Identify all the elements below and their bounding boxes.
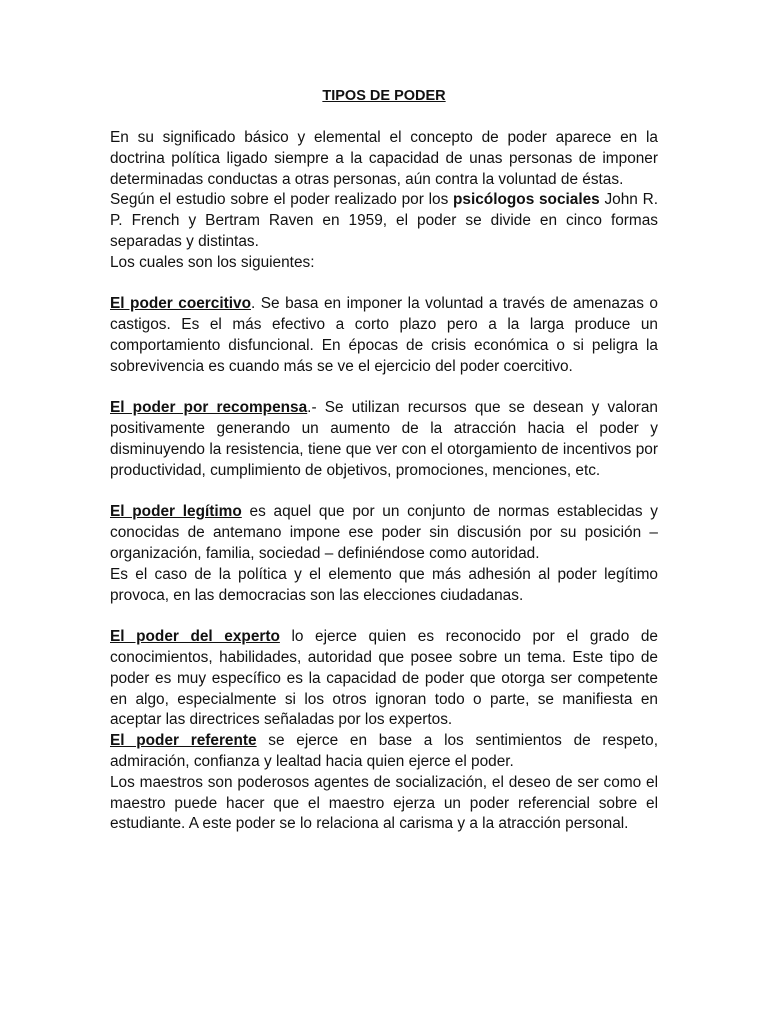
psicologos-sociales-term: psicólogos sociales xyxy=(453,191,600,209)
intro-paragraph-3: Los cuales son los siguientes: xyxy=(110,253,315,271)
intro-p2-before: Según el estudio sobre el poder realizado por los xyxy=(110,191,454,209)
experto-paragraph xyxy=(110,627,658,731)
referente-text: se ejerce en base a los sentimientos de respeto, admiración, confianza y lealtad hacia quien ejerce el poder. xyxy=(110,732,659,770)
document-title: TIPOS DE PODER xyxy=(322,88,446,104)
legitimo-extra-paragraph: Es el caso de la política y el elemento que más adhesión al poder legítimo provoca, en las democracias son las elecciones ciudadanas. xyxy=(110,565,658,604)
legitimo-paragraph xyxy=(110,502,658,564)
coercitivo-term: El poder coercitivo xyxy=(110,295,251,313)
recompensa-text: .- Se utilizan recursos que se desean y valoran positivamente generando un aumento de la atracción hacia el poder y disminuyendo la resistencia, tiene que ver con el otorgamiento de incentivos por productividad, cumplimiento de objetivos, promociones, menciones, etc. xyxy=(110,399,658,479)
legitimo-term: El poder legítimo xyxy=(110,503,242,521)
legitimo-text: es aquel que por un conjunto de normas establecidas y conocidas de antemano impone ese poder sin discusión por su posición – organización, familia, sociedad – definiéndose como autoridad. xyxy=(110,503,658,562)
recompensa-paragraph xyxy=(110,398,658,481)
experto-term: El poder del experto xyxy=(110,628,280,646)
referente-extra-paragraph: Los maestros son poderosos agentes de socialización, el deseo de ser como el maestro puede hacer que el maestro ejerza un poder referencial sobre el estudiante. A este poder se lo relaciona al carisma y a la atracción personal. xyxy=(110,773,658,833)
referente-paragraph xyxy=(110,731,658,773)
coercitivo-text: . Se basa en imponer la voluntad a través de amenazas o castigos. Es el más efectivo a corto plazo pero a la larga produce un comportamiento disfuncional. En épocas de crisis económica o si peligra la sobrevivencia es cuando más se ve el ejercicio del poder coercitivo. xyxy=(110,295,658,375)
intro-paragraph-2 xyxy=(110,190,658,252)
referente-term: El poder referente xyxy=(110,732,257,750)
intro-paragraph-1: En su significado básico y elemental el concepto de poder aparece en la doctrina política ligado siempre a la capacidad de unas personas de imponer determinadas conductas a otras personas, aún contra la voluntad de éstas. xyxy=(110,129,658,188)
recompensa-term: El poder por recompensa xyxy=(110,399,308,417)
intro-p2-after: John R. P. French y Bertram Raven en 1959, el poder se divide en cinco formas separadas y distintas. xyxy=(110,191,658,250)
coercitivo-paragraph xyxy=(110,294,658,377)
experto-text: lo ejerce quien es reconocido por el grado de conocimientos, habilidades, autoridad que posee sobre un tema. Este tipo de poder es muy específico es la capacidad de poder que otorga ser competente en algo, especialmente si los otros ignoran todo o parte, se manifiesta en aceptar las directrices señaladas por los expertos. xyxy=(110,628,658,729)
